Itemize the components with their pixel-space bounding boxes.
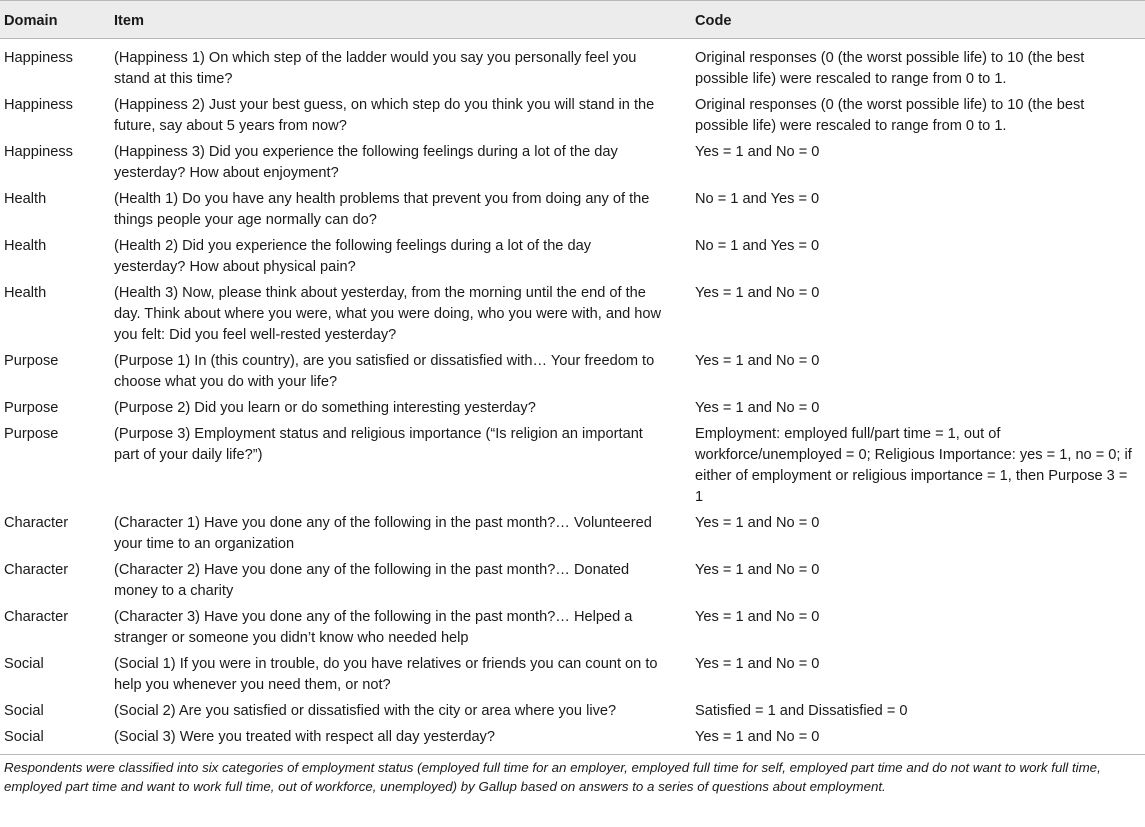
item-cell: (Purpose 3) Employment status and religious importance (“Is religion an important part of your daily life?”) <box>114 426 643 463</box>
table-row <box>0 348 1145 395</box>
table-row <box>0 139 1145 186</box>
item-cell: (Social 2) Are you satisfied or dissatisfied with the city or area where you live? <box>114 703 617 719</box>
domain-cell: Character <box>4 562 69 578</box>
domain-cell: Social <box>4 729 44 745</box>
table-row <box>0 186 1145 233</box>
code-cell: Employment: employed full/part time = 1, out of workforce/unemployed = 0; Religious Importance: yes = 1, no = 0; if either of employment or religious importance = 1, then Purpose 3 = 1 <box>695 426 1132 505</box>
code-cell: Original responses (0 (the worst possible life) to 10 (the best possible life) were rescaled to range from 0 to 1. <box>695 97 1085 134</box>
table-row <box>0 557 1145 604</box>
domain-cell: Purpose <box>4 400 59 416</box>
header-code: Code <box>692 1 1145 39</box>
item-cell: (Social 1) If you were in trouble, do you have relatives or friends you can count on to help you whenever you need them, or not? <box>114 656 658 693</box>
header-item: Item <box>112 1 692 39</box>
item-cell: (Happiness 2) Just your best guess, on which step do you think you will stand in the future, say about 5 years from now? <box>114 97 655 134</box>
table-row <box>0 280 1145 348</box>
header-domain: Domain <box>0 1 112 39</box>
code-cell: Yes = 1 and No = 0 <box>695 562 820 578</box>
domain-cell: Social <box>4 656 44 672</box>
item-cell: (Social 3) Were you treated with respect all day yesterday? <box>114 729 495 745</box>
item-cell: (Character 3) Have you done any of the following in the past month?… Helped a stranger or someone you didn’t know who needed help <box>114 609 633 646</box>
domain-cell: Purpose <box>4 426 59 442</box>
code-cell: Yes = 1 and No = 0 <box>695 285 820 301</box>
code-cell: Yes = 1 and No = 0 <box>695 729 820 745</box>
code-cell: Yes = 1 and No = 0 <box>695 400 820 416</box>
table-footnote: Respondents were classified into six categories of employment status (employed full time for an employer, employed full time for self, employed part time and do not want to work full time, employed part time and want to work full time, out of workforce, unemployed) by Gallup based on answers to a series of questions about employment. <box>0 754 1145 796</box>
item-cell: (Happiness 3) Did you experience the following feelings during a lot of the day yesterday? How about enjoyment? <box>114 144 618 181</box>
domain-cell: Health <box>4 285 47 301</box>
table-row <box>0 421 1145 510</box>
domain-cell: Social <box>4 703 44 719</box>
code-cell: Yes = 1 and No = 0 <box>695 144 820 160</box>
code-cell: Satisfied = 1 and Dissatisfied = 0 <box>695 703 908 719</box>
code-cell: Yes = 1 and No = 0 <box>695 609 820 625</box>
table-header <box>0 1 1145 39</box>
table-row <box>0 651 1145 698</box>
item-cell: (Health 2) Did you experience the following feelings during a lot of the day yesterday? How about physical pain? <box>114 238 592 275</box>
item-cell: (Happiness 1) On which step of the ladder would you say you personally feel you stand at this time? <box>114 50 637 87</box>
item-cell: (Character 1) Have you done any of the following in the past month?… Volunteered your time to an organization <box>114 515 652 552</box>
code-cell: Yes = 1 and No = 0 <box>695 515 820 531</box>
domain-cell: Happiness <box>4 50 73 66</box>
domain-cell: Character <box>4 515 69 531</box>
table-row <box>0 510 1145 557</box>
code-cell: No = 1 and Yes = 0 <box>695 238 820 254</box>
domain-cell: Health <box>4 238 47 254</box>
code-cell: No = 1 and Yes = 0 <box>695 191 820 207</box>
domain-cell: Purpose <box>4 353 59 369</box>
table-row <box>0 395 1145 421</box>
table-row <box>0 39 1145 93</box>
table-row <box>0 724 1145 754</box>
item-cell: (Character 2) Have you done any of the following in the past month?… Donated money to a charity <box>114 562 630 599</box>
header-row <box>0 1 1145 39</box>
domain-cell: Health <box>4 191 47 207</box>
table-row <box>0 233 1145 280</box>
table-row <box>0 604 1145 651</box>
item-cell: (Health 1) Do you have any health problems that prevent you from doing any of the things people your age normally can do? <box>114 191 650 228</box>
table-row <box>0 698 1145 724</box>
item-cell: (Health 3) Now, please think about yesterday, from the morning until the end of the day. Think about where you were, what you were doing, who you were with, and how you felt: Did you feel well-rested yesterday? <box>114 285 662 343</box>
domain-cell: Happiness <box>4 144 73 160</box>
table-body <box>0 39 1145 755</box>
item-cell: (Purpose 1) In (this country), are you satisfied or dissatisfied with… Your freedom to choose what you do with your life? <box>114 353 655 390</box>
code-cell: Yes = 1 and No = 0 <box>695 353 820 369</box>
domain-cell: Happiness <box>4 97 73 113</box>
table-row <box>0 92 1145 139</box>
domain-cell: Character <box>4 609 69 625</box>
code-cell: Original responses (0 (the worst possible life) to 10 (the best possible life) were rescaled to range from 0 to 1. <box>695 50 1085 87</box>
code-cell: Yes = 1 and No = 0 <box>695 656 820 672</box>
item-cell: (Purpose 2) Did you learn or do something interesting yesterday? <box>114 400 536 416</box>
